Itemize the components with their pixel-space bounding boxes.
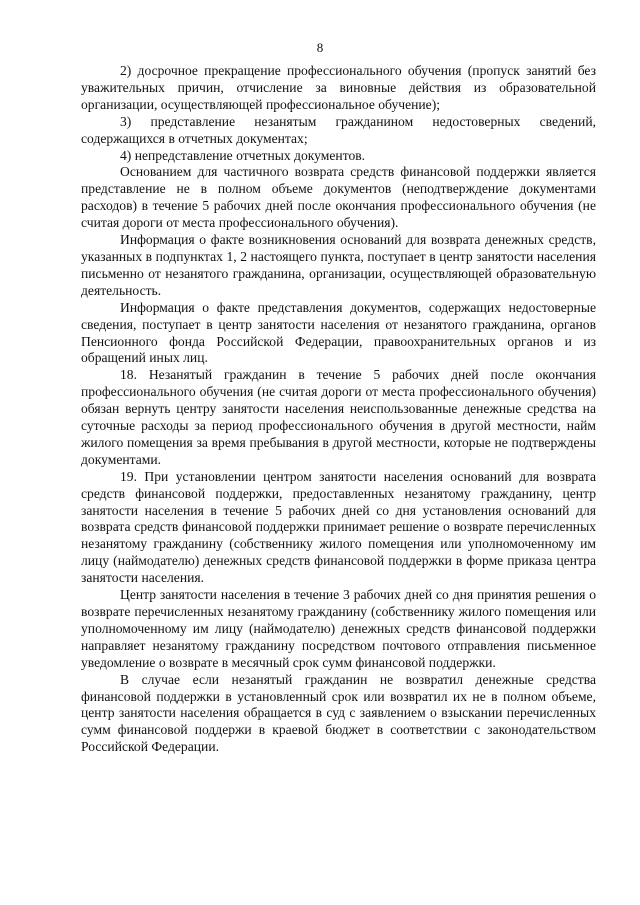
paragraph-partial-return-basis: Основанием для частичного возврата средств финансовой поддержки является представление не в полном объеме документов (неподтверждение документами расходов) в течение 5 рабочих дней после окончания профессионального обучения (не считая дороги от места профессионального обучения). [81,164,596,231]
paragraph-clause-18: 18. Незанятый гражданин в течение 5 рабочих дней после окончания профессионального обучения (не считая дороги от места профессионального обучения) обязан вернуть центру занятости населения неиспользованные денежные средства на суточные расходы за период профессионального обучения в другой местности, найм жилого помещения за время пребывания в другой местности, которые не подтверждены документами. [81,367,596,467]
paragraph-return-info-source: Информация о факте возникновения оснований для возврата денежных средств, указанных в подпунктах 1, 2 настоящего пункта, поступает в центр занятости населения письменно от незанятого гражданина, организации, осуществляющей образовательную деятельность. [81,232,596,298]
paragraph-notification: Центр занятости населения в течение 3 рабочих дней со дня принятия решения о возврате перечисленных незанятому гражданину (собственнику жилого помещения или уполномоченному им лицу (наймодателю) денежных средств финансовой поддержки направляет незанятому гражданину посредством почтового отправления письменное уведомление о возврате в месячный срок сумм финансовой поддержки. [81,587,596,670]
paragraph-item-3: 3) представление незанятым гражданином недостоверных сведений, содержащихся в отчетных документах; [81,113,596,146]
paragraph-item-4: 4) непредставление отчетных документов. [120,147,366,163]
paragraph-court-recovery: В случае если незанятый гражданин не возвратил денежные средства финансовой поддержки в установленный срок или возвратил их не в полном объеме, центр занятости населения обращается в суд с заявлением о взыскании перечисленных сумм финансовой поддержи в краевой бюджет в соответствии с законодательством Российской Федерации. [81,671,596,755]
paragraph-false-info-source: Информация о факте представления документов, содержащих недостоверные сведения, поступает в центр занятости населения от незанятого гражданина, органов Пенсионного фонда Российской Федерации, правоохранительных органов и из обращений иных лиц. [81,299,596,366]
page-number: 8 [316,40,324,55]
paragraph-item-2: 2) досрочное прекращение профессионального обучения (пропуск занятий без уважительных причин, отчисление за виновные действия из образовательной организации, осуществляющей профессиональное обучение); [81,63,596,112]
document-body [81,63,596,756]
paragraph-clause-19: 19. При установлении центром занятости населения оснований для возврата средств финансовой поддержки, предоставленных незанятому гражданину, центр занятости населения в течение 5 рабочих дней со дня установления оснований для возврата средств финансовой поддержки принимает решение о возврате перечисленных незанятому гражданину (собственнику жилого помещения или уполномоченному им лицу (наймодателю) денежных средств финансовой поддержки в форме приказа центра занятости населения. [81,468,596,586]
